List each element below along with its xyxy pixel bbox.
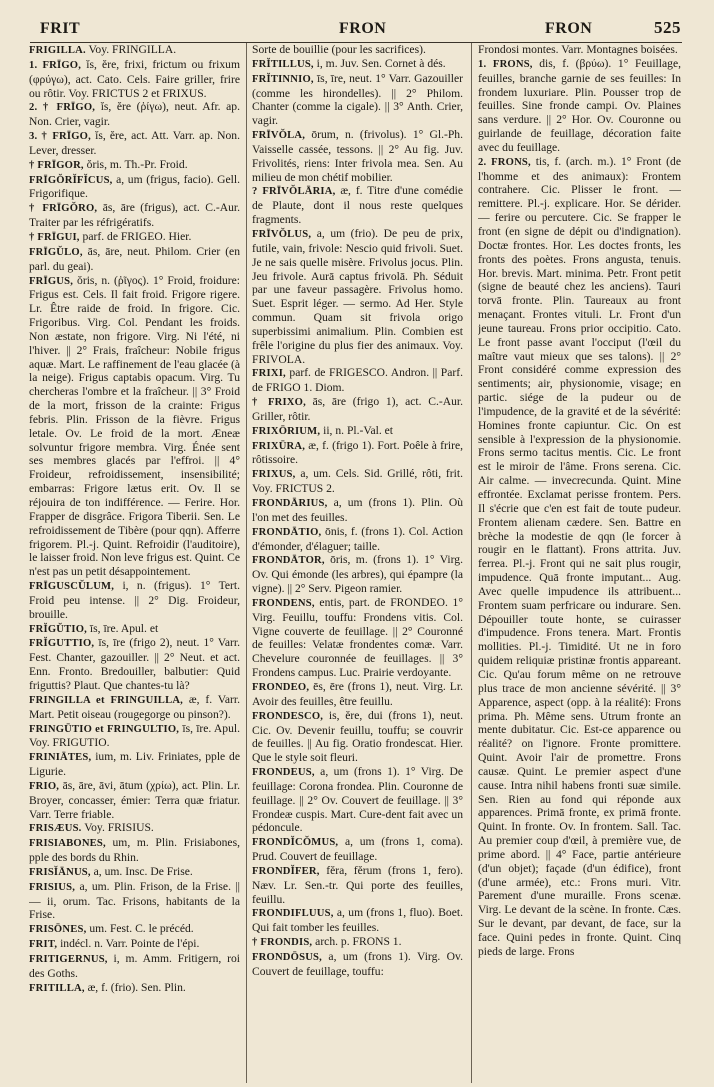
entry-headword: 1. FRONS,	[478, 58, 533, 70]
entry-definition: a, um (frons 1). Virg. Ov. Couvert de feuillage, touffu:	[252, 950, 463, 978]
entry-headword: FRONDĬCŎMUS,	[252, 837, 339, 849]
page-header	[0, 6, 714, 40]
entry-headword: FRIO,	[29, 780, 60, 792]
entry-definition: Voy. FRISIUS.	[81, 821, 154, 835]
column-1	[29, 43, 240, 1083]
entry-headword: † FRĪGOR,	[29, 159, 84, 171]
entry-headword: FRONDĀTIO,	[252, 526, 322, 538]
dictionary-entry	[252, 864, 463, 907]
entry-headword: FRISIABONES,	[29, 838, 106, 850]
entry-headword: † FRIXO,	[252, 397, 306, 409]
dictionary-entry	[252, 950, 463, 979]
entry-definition: arch. p. FRONS 1.	[312, 935, 402, 949]
entry-definition: īs, īre (frigo 2), neut. 1° Varr. Fest. Chanter, gazouiller. || 2° Neut. et act. Enn. Fronto. Bredouiller, balbutier: Quid friguttis? Plaut. Que chantes-tu là?	[29, 636, 240, 692]
column-3	[478, 43, 681, 1083]
entry-definition: īs, īre, neut. 1° Varr. Gazouiller (comme les hirondelles). || 2° Philom. Chanter (comme la cigale). || 3° Anth. Crier, vagir.	[252, 71, 463, 128]
dictionary-entry	[252, 439, 463, 468]
entry-headword: FRĪVŎLA,	[252, 130, 306, 142]
entry-definition: fĕra, fĕrum (frons 1, fero). Næv. Lr. Sen.-tr. Qui porte des feuilles, feuillu.	[252, 863, 463, 906]
entry-headword: FRITIGERNUS,	[29, 954, 108, 965]
entry-headword: 2. † FRĪGO,	[29, 102, 96, 114]
entry-definition: parf. de FRIGEO. Hier.	[79, 229, 192, 243]
dictionary-entry	[29, 158, 240, 173]
entry-headword: FRISŌNES,	[29, 924, 87, 936]
entry-definition: ās, āre (frigus), act. C.-Aur. Traiter par les réfrigératifs.	[29, 201, 240, 230]
entry-headword: FRĪGUS,	[29, 275, 74, 287]
column-divider	[471, 43, 472, 1083]
entry-definition: parf. de FRIGESCO. Andron. || Parf. de FRIGO 1. Diom.	[252, 366, 463, 395]
entry-definition: a, um (frons 1, coma). Prud. Couvert de feuillage.	[252, 835, 463, 864]
entry-headword: FRIXŌRIUM,	[252, 425, 321, 437]
dictionary-entry	[252, 57, 463, 72]
entry-definition: ium, m. Liv. Friniates, pple de Ligurie.	[29, 750, 240, 779]
entry-definition: ēs, ēre (frons 1), neut. Virg. Lr. Avoir des feuilles, être feuillu.	[252, 679, 463, 708]
entry-definition: a, um. Insc. De Frise.	[90, 864, 193, 878]
dictionary-entry	[252, 395, 463, 424]
entry-headword: FRONDĬFER,	[252, 865, 320, 877]
running-head-center: FRON	[339, 20, 387, 37]
entry-headword: FRITILLA,	[29, 982, 85, 994]
entry-headword: FRĪGŎRĬFĬCUS,	[29, 174, 113, 186]
entry-definition: a, um. Cels. Sid. Grillé, rôti, frit. Voy. FRICTUS 2.	[252, 467, 463, 496]
entry-definition: i, n. (frigus). 1° Tert. Froid peu intense. || 2° Dig. Froideur, brouille.	[29, 579, 240, 621]
entry-headword: 3. † FRĪGO,	[29, 131, 91, 143]
dictionary-entry	[29, 274, 240, 580]
dictionary-entry	[252, 184, 463, 227]
entry-definition: ās, āre, āvi, ātum (χρίω), act. Plin. Lr. Broyer, concasser, émier: Terra quæ friatur. Varr. Terre friable.	[29, 778, 240, 821]
entry-definition: um, m. Plin. Frisiabones, pple des bords du Rhin.	[29, 836, 240, 865]
dictionary-entry	[252, 835, 463, 864]
running-head-right: FRON	[545, 20, 593, 37]
entry-definition: i, m. Amm. Fritigern, roi des Goths.	[29, 952, 240, 980]
dictionary-entry	[29, 981, 240, 996]
entry-headword: 2. FRONS,	[478, 156, 531, 168]
dictionary-entry	[29, 865, 240, 880]
dictionary-entry	[29, 201, 240, 230]
entry-headword: FRISÆUS.	[29, 823, 82, 835]
entry-definition: indécl. n. Varr. Pointe de l'épi.	[57, 937, 200, 951]
entry-definition: i, m. Juv. Sen. Cornet à dés.	[313, 56, 446, 70]
dictionary-entry	[252, 709, 463, 765]
entry-headword: FRONDĀTOR,	[252, 555, 325, 567]
dictionary-entry	[29, 622, 240, 637]
dictionary-entry	[29, 43, 240, 58]
entry-definition: a, um (frons 1). Plin. Où l'on met des feuilles.	[252, 496, 463, 524]
dictionary-entry	[478, 155, 681, 959]
entry-headword: FRISĬĀNUS,	[29, 866, 91, 878]
entry-headword: FRONDŌSUS,	[252, 952, 322, 963]
entry-headword: FRISIUS,	[29, 881, 76, 893]
entry-headword: FRINGŪTIO et FRINGULTIO,	[29, 723, 180, 735]
dictionary-entry	[478, 43, 681, 57]
dictionary-entry	[252, 906, 463, 935]
dictionary-entry	[252, 765, 463, 835]
entry-definition: ĭs, ĕre, frixi, frictum ou frixum (φρύγω), act. Cato. Cels. Faire griller, frire ou rôtir. Voy. FRICTUS 2 et FRIXUS.	[29, 57, 240, 100]
entry-definition: ōrum, n. (frivolus). 1° Gl.-Ph. Vaisselle cassée, tessons. || 2° Au fig. Juv. Frivolités, riens: Inter frivola mea. Sen. Au milieu de mon chétif mobilier.	[252, 128, 463, 184]
entry-definition: a, um (frons 1, fluo). Boet. Qui fait tomber les feuilles.	[252, 906, 463, 935]
entry-headword: FRĪVŎLUS,	[252, 228, 312, 240]
column-2	[252, 43, 463, 1083]
entry-headword: FRĪGŬLO,	[29, 246, 83, 258]
dictionary-entry	[252, 128, 463, 184]
dictionary-entry	[29, 821, 240, 836]
dictionary-entry	[252, 525, 463, 554]
dictionary-entry	[29, 952, 240, 981]
dictionary-entry	[29, 245, 240, 274]
dictionary-entry	[29, 173, 240, 202]
entry-definition: Frondosi montes. Varr. Montagnes boisées.	[478, 43, 678, 56]
entry-headword: FRĬGŬTIO,	[29, 623, 88, 635]
dictionary-entry	[29, 722, 240, 751]
column-divider	[246, 43, 247, 1083]
entry-definition: ŏris, m. Th.-Pr. Froid.	[83, 157, 188, 171]
entry-definition: um. Fest. C. le précéd.	[86, 922, 194, 936]
entry-headword: FRONDĀRIUS,	[252, 498, 328, 509]
entry-definition: ās, āre (frigo 1), act. C.-Aur. Griller, rôtir.	[252, 395, 463, 423]
entry-headword: FRIT,	[29, 939, 58, 951]
entry-definition: æ, f. Titre d'une comédie de Plaute, dont il nous reste quelques fragments.	[252, 184, 463, 227]
entry-headword: FRONDEUS,	[252, 767, 315, 779]
entry-definition: ii, n. Pl.-Val. et	[320, 423, 393, 437]
dictionary-entry	[29, 922, 240, 937]
entry-definition: a, um. Plin. Frison, de la Frise. || — ii, orum. Tac. Frisons, habitants de la Frise.	[29, 879, 240, 922]
dictionary-entry	[252, 43, 463, 57]
dictionary-entry	[252, 596, 463, 680]
entry-headword: FRIXI,	[252, 368, 286, 380]
entry-headword: † FRĪGUI,	[29, 231, 80, 243]
entry-headword: FRONDESCO,	[252, 710, 324, 722]
entry-headword: FRĬTILLUS,	[252, 58, 314, 70]
dictionary-entry	[252, 366, 463, 395]
entry-definition: ōris, m. (frons 1). 1° Virg. Ov. Qui émonde (les arbres), qui épampre (la vigne). || 2° Serv. Pigeon ramier.	[252, 553, 463, 596]
dictionary-entry	[29, 230, 240, 245]
dictionary-entry	[29, 693, 240, 722]
page-number: 525	[654, 18, 681, 37]
entry-definition: ĭs, ĕre, act. Att. Varr. ap. Non. Lever, dresser.	[29, 129, 240, 157]
dictionary-entry	[252, 424, 463, 439]
dictionary-entry	[252, 72, 463, 128]
dictionary-entry	[29, 579, 240, 622]
entry-headword: ? FRĪVŎLĀRIA,	[252, 186, 336, 198]
entry-headword: FRĪGUSCŬLUM,	[29, 581, 115, 593]
entry-headword: 1. FRĪGO,	[29, 59, 82, 71]
dictionary-entry	[252, 467, 463, 496]
entry-headword: FRIXŪRA,	[252, 440, 306, 452]
entry-headword: † FRONDIS,	[252, 937, 313, 949]
dictionary-entry	[29, 58, 240, 101]
dictionary-entry	[29, 937, 240, 952]
entry-definition: a, um (frio). De peu de prix, futile, vain, frivole: Nescio quid frivoli. Suet. Je ne sais quelle misère. Frivolus jocus. Plin. Jeu frivole. Aurā captus frivolā. Ph. Séduit par une faveur passagère. Frivolus homo. Suet. Esprit léger. — sermo. Ad Her. Style commun. Quam sit frivola origo superbissimi animalium. Plin. Combien est frêle l'origine du plus fier des animaux. Voy. FRIVOLA.	[252, 226, 463, 366]
entry-definition: dis, f. (βρύω). 1° Feuillage, feuilles, branche garnie de ses feuilles: In frondem luxuriare. Plin. Pousser trop de feuilles. Sine fronde campi. Ov. Plaines sans verdure. || 2° Hor. Ov. Couronne ou guirlande de feuillage, décoration faite avec du feuillage.	[478, 56, 681, 154]
dictionary-entry	[252, 553, 463, 596]
entry-headword: † FRĪGŎRO,	[29, 203, 98, 215]
entry-definition: īs, īre. Apul. Voy. FRIGUTIO.	[29, 721, 240, 750]
entry-definition: a, um (frigus, facio). Gell. Frigorifique.	[29, 172, 240, 201]
entry-definition: ās, āre, neut. Philom. Crier (en parl. du geai).	[29, 244, 240, 273]
dictionary-entry	[252, 680, 463, 709]
dictionary-entry	[252, 227, 463, 366]
entry-definition: īs, īre. Apul. et	[87, 621, 159, 635]
running-head-left: FRIT	[40, 20, 81, 37]
entry-definition: ōnis, f. (frons 1). Col. Action d'émonder, d'élaguer; taille.	[252, 524, 463, 553]
entry-headword: FRIGILLA.	[29, 45, 86, 56]
dictionary-entry	[29, 100, 240, 129]
entry-headword: FRINIĀTES,	[29, 752, 92, 764]
entry-headword: FRĬTINNIO,	[252, 73, 314, 85]
dictionary-entry	[29, 836, 240, 865]
entry-headword: FRIXUS,	[252, 469, 296, 481]
entry-definition: ĭs, ĕre (ῥίγω), neut. Afr. ap. Non. Crier, vagir.	[29, 100, 240, 129]
entry-headword: FRONDENS,	[252, 597, 315, 609]
dictionary-entry	[29, 129, 240, 158]
entry-definition: is, ĕre, dui (frons 1), neut. Cic. Ov. Devenir feuillu, touffu; se couvrir de feuilles. || Au fig. Oratio frondescat. Hier. Que le style soit fleuri.	[252, 708, 463, 765]
dictionary-entry	[252, 935, 463, 950]
dictionary-entry	[252, 496, 463, 525]
entry-headword: FRONDIFLUUS,	[252, 908, 334, 920]
entry-definition: æ, f. Varr. Mart. Petit oiseau (rougegorge ou pinson?).	[29, 692, 240, 721]
entry-headword: FRINGILLA et FRINGUILLA,	[29, 694, 184, 706]
entry-definition: entis, part. de FRONDEO. 1° Virg. Feuillu, touffu: Frondens vitis. Col. Vigne couverte de feuillage. || 2° Couronné de feuilles: Velatæ frondentes comæ. Varr. Chevelure couronnée de feuillages. || 3° Frondens campus. Luc. Prairie verdoyante.	[252, 595, 463, 680]
dictionary-entry	[478, 57, 681, 155]
entry-definition: tis, f. (arch. m.). 1° Front (de l'homme et des animaux): Frontem contrahere. Cic. Plisser le front. — remittere. Pl.-j. explicare. Hor. Se dérider. — ferire ou percutere. Cic. Se frapper le front (en signe de dépit ou d'indignation). Doctæ frontes. Hor. Les doctes fronts, les fronts des poètes. Frons angusta, tenuis. Hor. brevis. Mart. minima. Petr. Front petit (signe de beauté chez les anciens). Tauri torvā fronte. Plin. Taureaux au front menaçant. Frontes vituli. Lr. Front d'un jeune taureau. Frons prior occipitio. Cato. Le front passe avant l'occiput (l'œil du maître vaut mieux que ses talons). || 2° Front considéré comme expression des sentiments; air, physionomie, visage; en partic. siége de la pudeur ou de l'impudence, de la gravité et de la sévérité: Homines fronte capiuntur. Cic. On est sensible à l'expression de la physionomie. Frons sermo tacitus mentis. Cic. Le front est le miroir de l'âme. Frons serena. Cic. Air calme. — invecrecunda. Quint. Mine effrontée. Exclamat perisse frontem. Pers. Il s'écrie que c'en est fait de toute pudeur. Frontem alienam cædere. Sen. Battre en brèche la modestie de qqn (le forcer à rougir en le flattant). Frons attrita. Juv. ferrea. Pl.-j. Front qui ne sait plus rougir, impudence. Quā fronte imputant... Aug. Avec quelle impudence ils attribuent... Frontem suam perfricare ou indurare. Sen. Dépouiller toute honte, se cuirasser d'impudence. Frons tenera. Mart. Frontis mollities. Pl.-j. Timidité. Ut ne in foro quidem reliquiæ pristinæ frontis appareant. Cic. Qu'au forum même on ne retrouve plus trace de mon ancienne sévérité. || 3° Apparence, aspect (opp. à la réalité): Frons prima. Ph. Même sens. Utrum fronte an mente dubitatur. Cic. Est-ce apparence ou réalité? on l'ignore. Fronte promittere. Quint. Avoir l'air de promettre. Frons causæ. Quint. Le premier aspect d'une cause. Intra nihil habens fronti suæ simile. Sen. Rien au fond qui réponde aux apparences. Primā fronte, ex primā fronte. Quint. In fronte. Ov. In frontem. Sall. Tac. Au premier coup d'œil, à première vue, de prime abord. || 4° Face, partie antérieure (d'un objet); façade (d'un édifice), front (d'une armée), etc.: Frons muri. Vitr. Parement d'une muraille. Frons scenæ. Virg. Le devant de la scène. In fronte. Cæs. Sur le devant, par devant, de face, sur la face. Quini pedes in fronte. Quint. Cinq pieds de large. Frons	[478, 154, 681, 958]
entry-headword: FRONDEO,	[252, 681, 310, 693]
dictionary-entry	[29, 636, 240, 692]
entry-definition: Sorte de bouillie (pour les sacrifices).	[252, 43, 426, 56]
dictionary-entry	[29, 779, 240, 822]
entry-definition: a, um (frons 1). 1° Virg. De feuillage: Corona frondea. Plin. Couronne de feuillage. || 2° Ov. Couvert de feuillage. || 3° Frondeæ cuspis. Mart. Cure-dent fait avec un pédoncule.	[252, 765, 463, 835]
entry-definition: ŏris, n. (ῥῖγος). 1° Froid, froidure: Frigus est. Cels. Il fait froid. Frigore rigere. Lr. Être raide de froid. In frigore. Cic. Frigoribus. Virg. Col. Pendant les froids. Non æstate, non frigore. Virg. Ni l'été, ni l'hiver. || 2° Frais, fraîcheur: Nobile frigus aquæ. Mart. Le raffinement de l'eau glacée (à la neige). Frigus captabis opacum. Virg. Tu chercheras l'ombre et la fraîcheur. || 3° Froid de la mort, frisson de la crainte: Frigus febris. Plin. Frisson de la fièvre. Frigus letale. Ov. Le froid de la mort. Æneæ solvuntur frigore membra. Virg. Énée sent ses membres glacés par l'effroi. || 4° Froideur, refroidissement, insensibilité; embarras: Frigore lætus erit. Ov. Il se réjouira de ton indifférence. — Ferire. Hor. Frapper de disgrâce. Frigora Tiberii. Sen. Le refroidissement de Tibère (pour qqn). Afferre frigorem. Pl.-j. Quint. Refroidir (l'auditoire), le laisser froid. Non leve frigus est. Quint. Ce n'est pas un petit désappointement.	[29, 273, 240, 579]
entry-definition: æ, f. (frigo 1). Fort. Poêle à frire, rôtissoire.	[252, 438, 463, 467]
entry-definition: æ, f. (frio). Sen. Plin.	[84, 980, 186, 994]
dictionary-entry	[29, 750, 240, 779]
dictionary-entry	[29, 880, 240, 923]
entry-headword: FRĬGUTTIO,	[29, 638, 95, 650]
entry-definition: Voy. FRINGILLA.	[85, 43, 177, 56]
